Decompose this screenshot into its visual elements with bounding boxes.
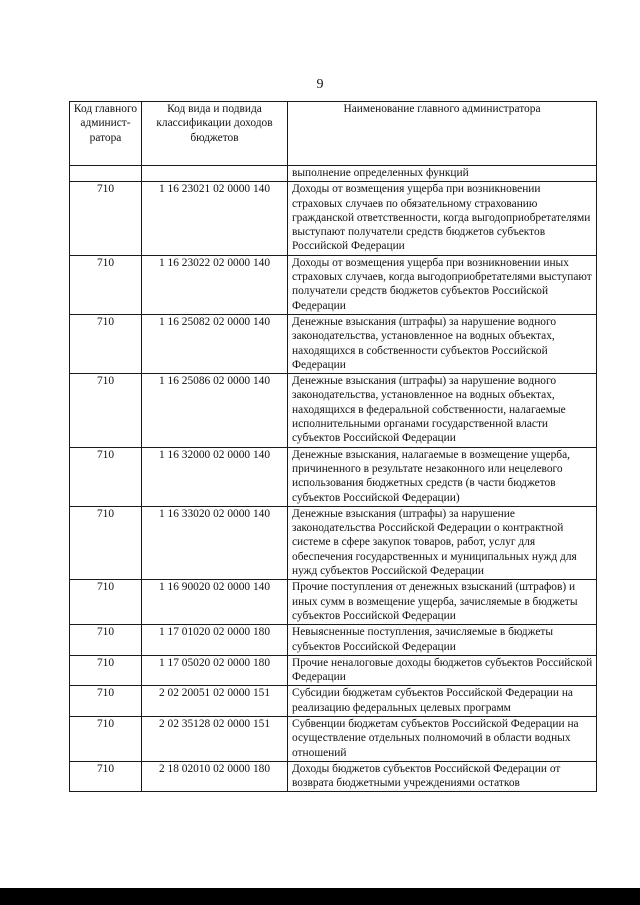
table-row (70, 761, 597, 792)
admin-name-cell: Доходы от возмещения ущерба при возникновении иных страховых случаев, когда выгодоприобретателями выступают получатели средств бюджетов субъектов Российской Федерации (288, 255, 597, 314)
admin-code-cell: 710 (70, 182, 142, 255)
income-code-cell: 1 17 05020 02 0000 180 (142, 655, 288, 686)
admin-name-cell: Невыясненные поступления, зачисляемые в бюджеты субъектов Российской Федерации (288, 625, 597, 656)
income-code-cell: 1 16 32000 02 0000 140 (142, 447, 288, 506)
admin-name-cell: Денежные взыскания, налагаемые в возмещение ущерба, причиненного в результате незаконного или нецелевого использования бюджетных средств (в части бюджетов субъектов Российской Федерации) (288, 447, 597, 506)
header-admin-name: Наименование главного администратора (288, 102, 597, 166)
header-admin-code: Код главного админист-ратора (70, 102, 142, 166)
revenue-table-container (69, 101, 597, 792)
income-code-cell: 1 16 25086 02 0000 140 (142, 374, 288, 447)
admin-code-cell: 710 (70, 655, 142, 686)
table-row (70, 255, 597, 314)
table-row (70, 506, 597, 579)
admin-code-cell: 710 (70, 716, 142, 761)
admin-name-cell: Доходы бюджетов субъектов Российской Федерации от возврата бюджетными учреждениями остатков (288, 761, 597, 792)
admin-name-cell: Денежные взыскания (штрафы) за нарушение водного законодательства, установленное на водных объектах, находящихся в федеральной собственности, налагаемые исполнительными органами государственной власти субъектов Российской Федерации (288, 374, 597, 447)
table-row (70, 686, 597, 717)
table-row (70, 580, 597, 625)
income-code-cell: 1 16 90020 02 0000 140 (142, 580, 288, 625)
income-code-cell: 1 16 33020 02 0000 140 (142, 506, 288, 579)
table-row (70, 314, 597, 373)
table-row (70, 447, 597, 506)
admin-code-cell: 710 (70, 255, 142, 314)
scan-edge-bar (0, 888, 640, 905)
table-row (70, 625, 597, 656)
admin-name-cell: Субсидии бюджетам субъектов Российской Федерации на реализацию федеральных целевых программ (288, 686, 597, 717)
income-code-cell: 1 16 25082 02 0000 140 (142, 314, 288, 373)
income-code-cell: 2 02 20051 02 0000 151 (142, 686, 288, 717)
table-row (70, 374, 597, 447)
admin-code-cell: 710 (70, 580, 142, 625)
admin-name-cell: Субвенции бюджетам субъектов Российской Федерации на осуществление отдельных полномочий в области водных отношений (288, 716, 597, 761)
admin-code-cell: 710 (70, 374, 142, 447)
income-code-cell: 1 17 01020 02 0000 180 (142, 625, 288, 656)
continuation-kbk-cell (142, 166, 288, 182)
admin-code-cell: 710 (70, 447, 142, 506)
admin-code-cell: 710 (70, 314, 142, 373)
table-row (70, 716, 597, 761)
admin-code-cell: 710 (70, 506, 142, 579)
continuation-row (70, 166, 597, 182)
admin-code-cell: 710 (70, 625, 142, 656)
admin-name-cell: Денежные взыскания (штрафы) за нарушение законодательства Российской Федерации о контрактной системе в сфере закупок товаров, работ, услуг для обеспечения государственных и муниципальных нужд для нужд субъектов Российской Федерации (288, 506, 597, 579)
header-income-code: Код вида и подвида классификации доходов бюджетов (142, 102, 288, 166)
admin-name-cell: Прочие неналоговые доходы бюджетов субъектов Российской Федерации (288, 655, 597, 686)
income-code-cell: 1 16 23021 02 0000 140 (142, 182, 288, 255)
table-row (70, 182, 597, 255)
continuation-code-cell (70, 166, 142, 182)
table-header-row (70, 102, 597, 166)
admin-name-cell: Доходы от возмещения ущерба при возникновении страховых случаев по обязательному страхованию гражданской ответственности, когда выгодоприобретателями выступают получатели средств бюджетов субъектов Российской Федерации (288, 182, 597, 255)
admin-code-cell: 710 (70, 761, 142, 792)
income-code-cell: 2 02 35128 02 0000 151 (142, 716, 288, 761)
continuation-name-cell: выполнение определенных функций (288, 166, 597, 182)
admin-name-cell: Прочие поступления от денежных взысканий (штрафов) и иных сумм в возмещение ущерба, зачисляемые в бюджеты субъектов Российской Федерации (288, 580, 597, 625)
admin-name-cell: Денежные взыскания (штрафы) за нарушение водного законодательства, установленное на водных объектах, находящихся в собственности субъектов Российской Федерации (288, 314, 597, 373)
revenue-admin-table (69, 101, 597, 792)
page-number: 9 (316, 77, 324, 92)
income-code-cell: 1 16 23022 02 0000 140 (142, 255, 288, 314)
admin-code-cell: 710 (70, 686, 142, 717)
income-code-cell: 2 18 02010 02 0000 180 (142, 761, 288, 792)
table-row (70, 655, 597, 686)
